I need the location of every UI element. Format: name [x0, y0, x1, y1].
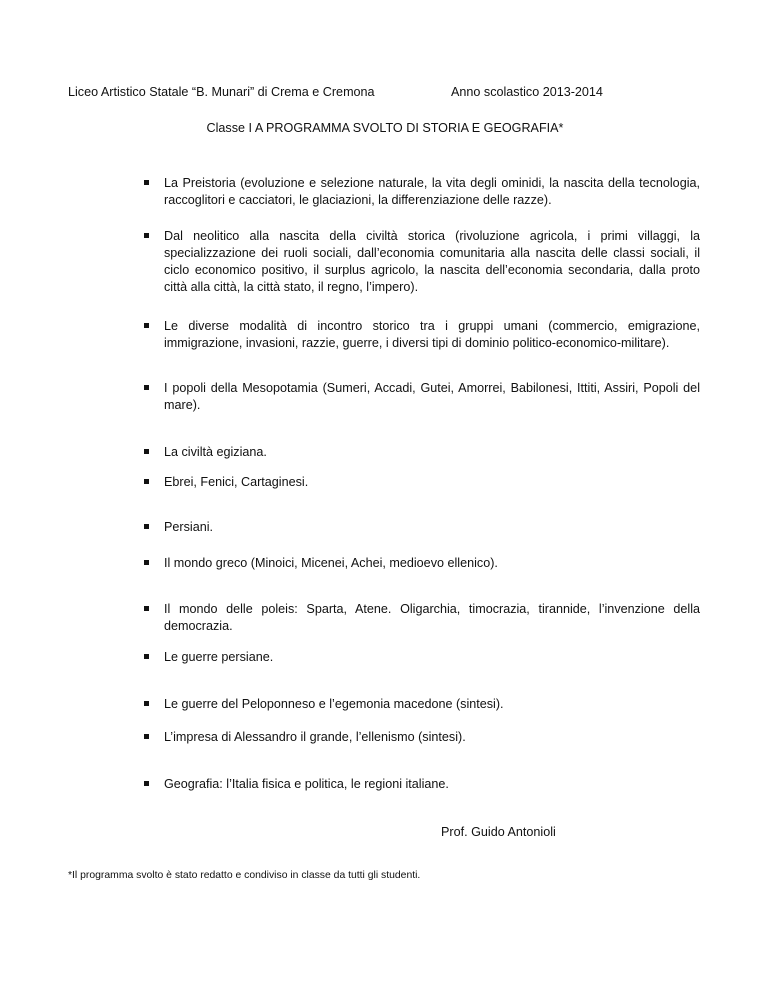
list-item-text: Le guerre del Peloponneso e l’egemonia macedone (sintesi).: [164, 697, 504, 711]
list-item: [144, 380, 700, 414]
square-bullet-icon: [144, 734, 149, 739]
list-item: [144, 444, 700, 461]
list-item-text: Ebrei, Fenici, Cartaginesi.: [164, 475, 309, 489]
list-item: [144, 649, 700, 666]
square-bullet-icon: [144, 233, 149, 238]
square-bullet-icon: [144, 385, 149, 390]
square-bullet-icon: [144, 180, 149, 185]
square-bullet-icon: [144, 524, 149, 529]
signature: Prof. Guido Antonioli: [441, 825, 556, 839]
list-item-text: Le guerre persiane.: [164, 650, 274, 664]
list-item: [144, 228, 700, 296]
list-item-text: Geografia: l’Italia fisica e politica, le regioni italiane.: [164, 777, 449, 791]
list-item: [144, 555, 700, 572]
list-item-text: La Preistoria (evoluzione e selezione naturale, la vita degli ominidi, la nascita della tecnologia, raccoglitori e cacciatori, le glaciazioni, la differenziazione delle razze).: [164, 176, 700, 207]
list-item: [144, 601, 700, 635]
square-bullet-icon: [144, 781, 149, 786]
square-bullet-icon: [144, 560, 149, 565]
square-bullet-icon: [144, 701, 149, 706]
list-item: [144, 519, 700, 536]
list-item: [144, 474, 700, 491]
square-bullet-icon: [144, 606, 149, 611]
list-item-text: Il mondo delle poleis: Sparta, Atene. Oligarchia, timocrazia, tirannide, l’invenzione della democrazia.: [164, 602, 700, 633]
school-year: Anno scolastico 2013-2014: [451, 85, 603, 99]
list-item: [144, 318, 700, 352]
document-title: Classe I A PROGRAMMA SVOLTO DI STORIA E GEOGRAFIA*: [206, 121, 564, 135]
list-item-text: Dal neolitico alla nascita della civiltà storica (rivoluzione agricola, i primi villaggi, la specializzazione dei ruoli sociali, dall’economia comunitaria alla nascita delle classi sociali, il ciclo economico positivo, il surplus agricolo, la nascita dell’economia secondaria, dalla proto città alla città, la città stato, il regno, l’impero).: [164, 229, 700, 294]
list-item-text: Il mondo greco (Minoici, Micenei, Achei, medioevo ellenico).: [164, 556, 498, 570]
list-item-text: La civiltà egiziana.: [164, 445, 267, 459]
square-bullet-icon: [144, 654, 149, 659]
square-bullet-icon: [144, 449, 149, 454]
square-bullet-icon: [144, 479, 149, 484]
list-item-text: Le diverse modalità di incontro storico tra i gruppi umani (commercio, emigrazione, immigrazione, invasioni, razzie, guerre, i diversi tipi di dominio politico-economico-militare).: [164, 319, 700, 350]
list-item: [144, 175, 700, 209]
list-item-text: L’impresa di Alessandro il grande, l’ellenismo (sintesi).: [164, 730, 466, 744]
list-item: [144, 776, 700, 793]
footnote: *Il programma svolto è stato redatto e condiviso in classe da tutti gli studenti.: [68, 870, 421, 881]
list-item-text: Persiani.: [164, 520, 213, 534]
list-item: [144, 696, 700, 713]
school-name: Liceo Artistico Statale “B. Munari” di Crema e Cremona: [68, 85, 375, 99]
square-bullet-icon: [144, 323, 149, 328]
list-item-text: I popoli della Mesopotamia (Sumeri, Accadi, Gutei, Amorrei, Babilonesi, Ittiti, Assiri, Popoli del mare).: [164, 381, 700, 412]
list-item: [144, 729, 700, 746]
